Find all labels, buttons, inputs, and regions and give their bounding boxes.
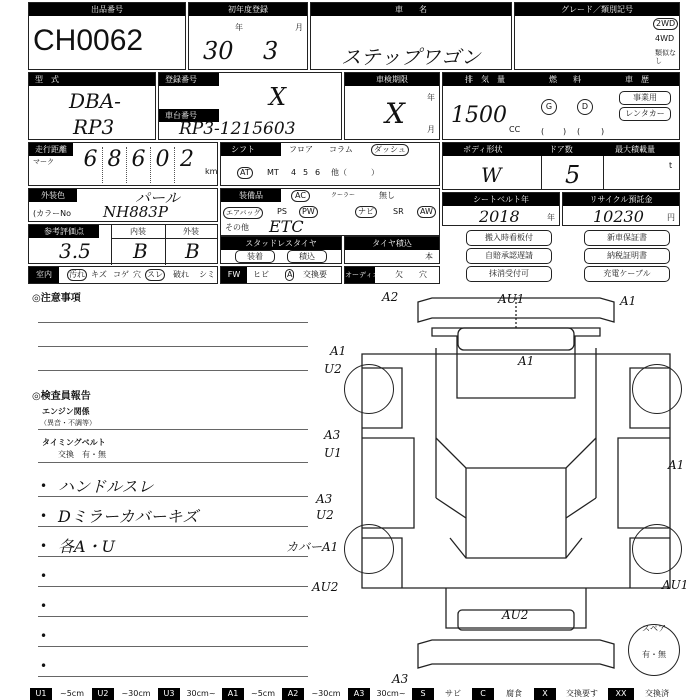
fw-label: FW [221,267,247,283]
score-label: 参考評価点 [29,225,99,238]
inspector-label: ◎検査員報告 [32,391,91,402]
note-rule-6 [38,646,308,647]
shift-column: コラム [329,145,353,154]
legend-val-a3: 30cm~ [376,689,406,698]
legend-val-u2: ~30cm [121,689,151,698]
seatbelt-box [442,192,560,226]
caution-rule-2 [38,346,308,347]
audio-missing: 欠 [395,270,403,279]
history-rental: レンタカー [619,107,671,121]
mark-cover-a1: カバーA1 [286,540,339,554]
note-item-1: ハンドルスレ [58,477,154,496]
mark-a1-top-right: A1 [620,294,637,308]
room-stain: シミ [199,270,215,279]
mileage-digit-1: 6 [79,147,103,183]
engine-sub: （異音・不調等） [40,419,96,427]
shift-at: AT [237,167,253,179]
recycle-value: 10230 [593,207,644,226]
audio-hole: 穴 [419,270,427,279]
legend-val-xx: 交換済 [645,689,669,698]
first-registration-year: 30 [203,37,234,65]
audio-label: オーディオ [345,267,375,283]
shift-6: 6 [315,168,321,177]
room-tear: 破れ [173,270,189,279]
fuel-paren-2: ) [563,127,567,136]
fuel-paren-3: ( [577,127,581,136]
capacity-label: 最大積載量 [615,145,655,154]
doc-new-car-warranty: 新車保証書 [584,230,670,246]
room-box [28,266,218,284]
bullet-4: • [40,569,48,583]
registration-box [158,72,342,140]
note-item-3: 各A・U [58,537,116,556]
score-divider-2 [165,225,166,265]
color-box [28,188,218,222]
cc-unit: CC [509,125,521,134]
mark-a1-roof: A1 [518,354,535,368]
fuel-diesel: D [577,99,593,115]
mark-a3-bottom: A3 [392,672,409,686]
fw-crack: ヒビ [253,270,269,279]
fuel-paren-4: ) [601,127,605,136]
car-name-value: ステップワゴン [341,45,481,69]
equip-ps: PS [277,207,287,216]
first-registration-month: 3 [263,37,279,65]
equipment-label: 装備品 [221,189,281,202]
interior-value: B [133,239,148,263]
mark-au1-top: AU1 [498,292,525,306]
engine-label: エンジン関係 [42,407,90,416]
note-item-2: Dミラーカバーキズ [58,507,199,526]
legend-key-u1: U1 [30,688,52,700]
shift-4: 4 [291,168,297,177]
equip-cooler: クーラー [331,192,356,199]
note-rule-7 [38,676,308,677]
model-value-2: RP3 [73,115,115,139]
registration-label: 登録番号 [159,73,219,86]
fuel-paren-1: ( [541,127,545,136]
grade-label: グレード／類別記号 [515,3,679,16]
grade-box [514,2,680,70]
chassis-label: 車台番号 [159,109,219,122]
score-divider-1 [111,225,112,265]
equip-ac: AC [291,190,310,202]
inspection-box [344,72,440,140]
lot-number-value: CH0062 [33,24,144,57]
car-name-box [310,2,512,70]
mark-u1-left-mid: U1 [324,446,342,460]
equip-aw: AW [417,206,436,218]
shift-mt: MT [267,168,279,177]
score-value: 3.5 [59,239,91,263]
wheel-rear-left [344,524,394,574]
chassis-value: RP3-1215603 [179,119,296,139]
legend-val-a1: ~5cm [251,689,275,698]
exterior-value: B [185,239,200,263]
car-name-label: 車 名 [311,3,511,16]
shift-dash: ダッシュ [371,144,409,156]
shift-other: 他（ [331,168,347,177]
legend-key-a3: A3 [348,688,370,700]
room-label: 室内 [29,267,59,283]
doors-label: ドア数 [549,145,573,154]
month-unit: 月 [295,23,303,32]
wheel-rear-right [632,524,682,574]
registration-value: X [269,83,287,111]
mark-au1-right-rear: AU1 [662,578,689,592]
room-burn: コゲ [113,270,129,279]
mark-u2-left-lower: U2 [316,508,334,522]
caution-rule-1 [38,322,308,323]
wheel-front-left [344,364,394,414]
model-label: 型 式 [29,73,155,86]
timing-rule [38,462,308,463]
bullet-3: • [40,539,48,553]
color-number-label: (カラーNo [33,209,71,218]
doors-value: 5 [565,161,581,189]
note-rule-2 [38,526,308,527]
legend-key-a2: A2 [282,688,304,700]
studless-mounted: 装着 [235,250,275,263]
doc-deregistration: 抹消受付可 [466,266,552,282]
capacity-unit: t [669,161,673,170]
body-box [442,142,680,190]
room-dirt: 汚れ [69,270,85,279]
seatbelt-value: 2018 [479,207,520,226]
doc-tax-certificate: 納税証明書 [584,248,670,264]
mileage-digits [79,147,203,183]
history-business: 事業用 [619,91,671,105]
km-unit: km [205,167,218,176]
studless-label: スタッドレスタイヤ [221,237,341,250]
displacement-value: 1500 [451,103,507,128]
equip-none: 無し [379,191,395,200]
inspection-label: 車検期限 [345,73,439,86]
model-value-1: DBA- [69,89,121,113]
legend-key-xx: XX [608,688,634,700]
body-value: W [481,163,502,187]
mark-a3-left-lower: A3 [316,492,333,506]
seatbelt-label: シートベルト年 [443,193,559,206]
bullet-5: • [40,599,48,613]
doc-signboard: 搬入時看板付 [466,230,552,246]
grade-none: 類似なし [655,49,676,65]
room-rub: スレ [147,270,163,279]
exterior-label: 外装 [165,225,217,239]
bullet-7: • [40,659,48,673]
inspection-year-unit: 年 [427,93,435,102]
fuel-label: 燃 料 [549,75,581,84]
caution-label: ◎注意事項 [32,293,81,304]
equip-sr: SR [393,207,404,216]
lot-number-box [28,2,186,70]
first-registration-box [188,2,308,70]
mileage-digit-4: 0 [151,147,175,183]
tire-label: タイヤ積込 [345,237,439,250]
body-divider-2 [603,156,604,190]
legend-key-s: S [412,688,434,700]
mark-au2-left-rear: AU2 [312,580,339,594]
displacement-label: 排 気 量 [465,75,505,84]
legend-val-u3: 30cm~ [186,689,216,698]
engine-rule [38,429,308,430]
note-rule-5 [38,616,308,617]
timing-sub: 交換 有・無 [58,450,106,459]
mark-u2-left-upper: U2 [324,362,342,376]
body-label: ボディ形状 [463,145,503,154]
legend-key-x: X [534,688,556,700]
legend-key-u2: U2 [92,688,114,700]
inspection-month-unit: 月 [427,125,435,134]
history-label: 車 歴 [625,75,649,84]
note-rule-3 [38,556,308,557]
room-scratch: キズ [91,270,107,279]
legend-val-a2: ~30cm [311,689,341,698]
note-rule-1 [38,496,308,497]
mark-a1-right: A1 [668,458,685,472]
displacement-box [442,72,680,140]
wheel-front-right [632,364,682,414]
recycle-label: リサイクル預託金 [563,193,679,206]
shift-5: 5 [303,168,309,177]
audio-box [344,266,440,284]
legend-val-u1: ~5cm [60,689,84,698]
bullet-6: • [40,629,48,643]
year-unit: 年 [235,23,243,32]
grade-4wd: 4WD [655,34,675,43]
studless-box [220,236,342,264]
score-box [28,224,218,264]
other-equipment-label: その他 [225,223,249,232]
mark-a3-left-mid: A3 [324,428,341,442]
equipment-box [220,188,440,236]
mileage-box [28,142,218,186]
color-label: 外装色 [29,189,77,202]
body-divider-1 [541,156,542,190]
mark-au2-rear: AU2 [502,608,529,622]
mark-a2-top: A2 [382,290,399,304]
mileage-digit-3: 6 [127,147,151,183]
note-rule-4 [38,586,308,587]
tire-box [344,236,440,264]
legend-key-c: C [472,688,494,700]
legend-val-c: 腐食 [506,689,522,698]
fw-a: A [287,270,293,279]
equip-pw: PW [299,206,318,218]
color-value: パール [135,189,180,207]
mileage-label: 走行距離 [29,143,73,156]
legend-val-x: 交換要す [566,689,598,698]
mileage-mark-label: マーク [33,158,54,166]
shift-other-close: ） [371,168,379,177]
fw-box [220,266,342,284]
bullet-1: • [40,479,48,493]
interior-label: 内装 [111,225,165,239]
shift-box [220,142,440,186]
seatbelt-unit: 年 [547,213,555,222]
timing-label: タイミングベルト [42,438,106,447]
legend-val-s: サビ [445,689,461,698]
tire-unit: 本 [425,252,433,261]
doc-charging-cable: 充電ケーブル [584,266,670,282]
color-number-value: NH883P [103,203,168,221]
equip-navi: ナビ [355,206,377,218]
model-box [28,72,156,140]
spare-label: スペア [642,624,666,633]
fuel-gasoline: G [541,99,557,115]
fw-replace: 交換要 [303,270,327,279]
legend-key-a1: A1 [222,688,244,700]
inspection-value: X [385,97,405,130]
studless-loaded: 積込 [287,250,327,263]
recycle-box [562,192,680,226]
caution-rule-3 [38,370,308,371]
room-hole: 穴 [133,270,141,279]
documents-grid [442,228,680,280]
other-equipment-value: ETC [269,217,304,236]
recycle-unit: 円 [667,213,675,222]
mileage-digit-2: 8 [103,147,127,183]
bullet-2: • [40,509,48,523]
grade-2wd: 2WD [653,18,678,30]
legend-key-u3: U3 [158,688,180,700]
mileage-digit-5: 2 [180,147,194,172]
mark-a1-left-upper: A1 [330,344,347,358]
shift-floor: フロア [289,145,313,154]
shift-label: シフト [221,143,281,156]
spare-value: 有・無 [642,650,666,659]
lot-number-label: 出品番号 [29,3,185,16]
first-registration-label: 初年度登録 [189,3,307,16]
equip-airbag: エアバッグ [223,207,263,219]
doc-insurance: 自賠承認遅請 [466,248,552,264]
